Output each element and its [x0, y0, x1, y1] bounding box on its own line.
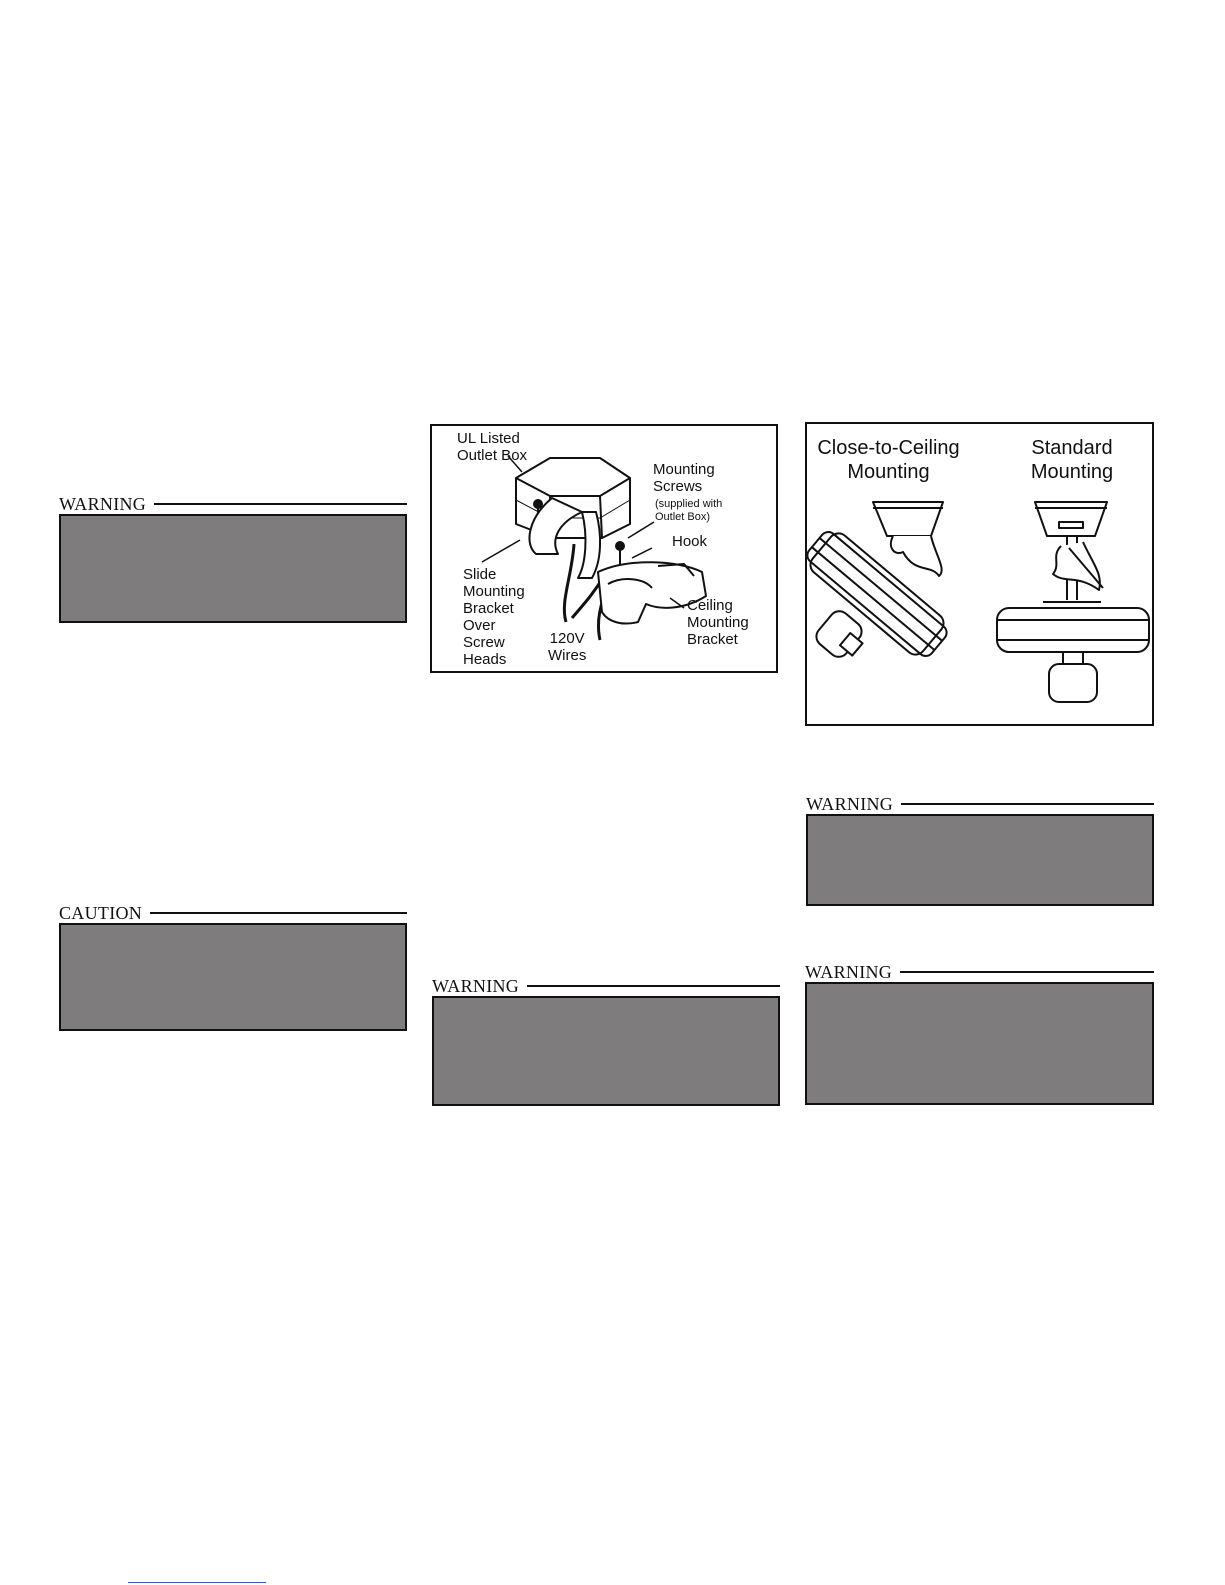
caution-notice-left: [59, 902, 407, 1031]
warning-notice-middle: [432, 975, 780, 1106]
label-mounting-screws: Mounting Screws: [653, 461, 715, 495]
warning-header: [59, 493, 407, 513]
warning-notice-left: [59, 493, 407, 623]
label-close-to-ceiling-mounting: Close-to-Ceiling Mounting: [817, 437, 960, 483]
warning-box: [805, 982, 1154, 1105]
warning-header: [805, 961, 1154, 981]
warning-label: WARNING: [805, 963, 900, 981]
label-supplied-with-outlet-box: (supplied with Outlet Box): [655, 498, 723, 523]
label-ceiling-mounting-bracket: Ceiling Mounting Bracket: [687, 597, 749, 648]
warning-header: [806, 793, 1154, 813]
mounting-figure: [805, 422, 1154, 726]
warning-notice-right-top: [806, 793, 1154, 906]
warning-notice-right-bottom: [805, 961, 1154, 1105]
label-slide-mounting-bracket: Slide Mounting Bracket Over Screw Heads: [463, 566, 525, 668]
label-standard-mounting: Standard Mounting: [1030, 437, 1114, 483]
caution-header: [59, 902, 407, 922]
warning-label: WARNING: [806, 795, 901, 813]
caution-box: [59, 923, 407, 1031]
label-hook: Hook: [672, 533, 708, 550]
footer-link-underline: [128, 1582, 266, 1583]
warning-label: WARNING: [432, 977, 527, 995]
caution-label: CAUTION: [59, 904, 150, 922]
warning-box: [59, 514, 407, 623]
warning-box: [432, 996, 780, 1106]
bracket-figure: [430, 424, 778, 673]
warning-header: [432, 975, 780, 995]
label-ul-listed-outlet-box: UL Listed Outlet Box: [457, 430, 528, 464]
warning-box: [806, 814, 1154, 906]
label-120v-wires: 120V Wires: [548, 630, 587, 664]
warning-label: WARNING: [59, 495, 154, 513]
